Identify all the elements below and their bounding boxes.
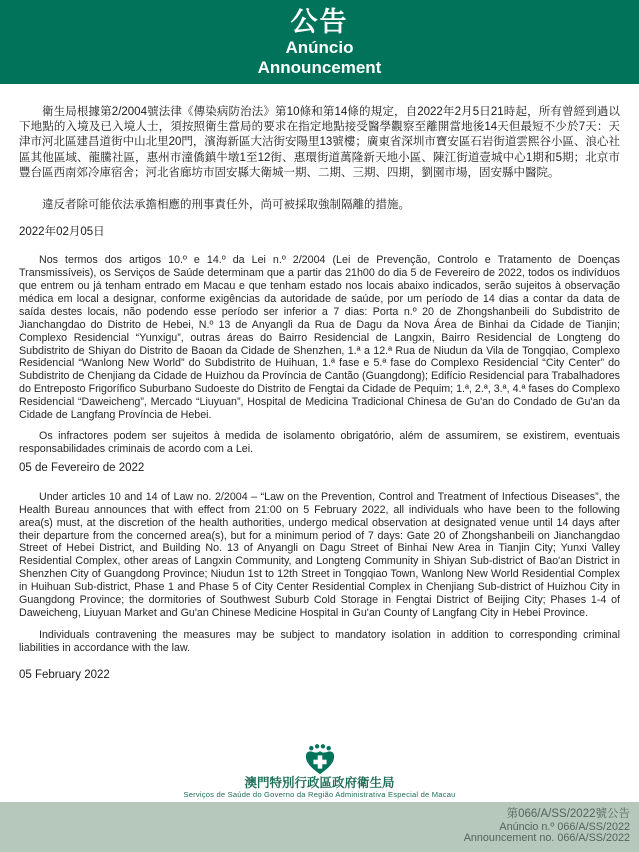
english-paragraph-penalty: Individuals contravening the measures may be subject to mandatory isolation in addition to corresponding criminal liabilities in accordance with the law.: [19, 628, 620, 654]
portuguese-paragraph-main: Nos termos dos artigos 10.º e 14.º da Lei n.º 2/2004 (Lei de Prevenção, Controlo e Tratamento de Doenças Transmissíveis), os Serviços de Saúde determinam que a partir das 21h00 do dia 5 de Fevereiro de 2022, todos os indivíduos que entrem ou já tenham entrado em Macau e que tenham estado nos locais abaixo indicados, serão sujeitos à observação médica em local a designar, conforme exigências da autoridade de saúde, por um período de 14 dias a contar da data de saída destes locais, não podendo esse período ser inferior a 7 dias: Porta n.º 20 de Zhongshanbeili do Subdistrito de Jianchangdao do Distrito de Hebei, N.º 13 de Anyangli da Rua de Dagu da Nova Área de Binhai da Cidade de Tianjin; Complexo Residencial “Yunxigu”, outras áreas do Bairro Residencial de Langxin, Bairro Residencial de Longteng do Subdistrito de Shiyan do Distrito de Baoan da Cidade de Shenzhen, 1.ª a 12.ª Rua de Niudun da Vila de Tongqiao, Complexo Residencial “Wanlong New World” do Subdistrito de Huihuan, 1.ª fase e 5.ª fase do Complexo Residencial “City Center” do Subdistrito de Chenjiang da Cidade de Huizhou da Província de Cantão (Guangdong); Edifício Residencial para Trabalhadores do Entreposto Frigorífico Suburbano Sudoeste do Distrito de Fengtai da Cidade de Pequim; 1.ª, 2.ª, 3.ª, 4.ª fases do Complexo Residencial “Daweicheng”, Mercado “Liuyuan”, Hospital de Medicina Tradicional Chinesa de Gu'an do Condado de Gu'an da Cidade de Langfang Província de Hebei.: [19, 254, 620, 422]
portuguese-paragraph-penalty: Os infractores podem ser sujeitos à medida de isolamento obrigatório, além de assumirem, se existirem, eventuais responsabilidades criminais de acordo com a Lei.: [19, 430, 620, 455]
page-title-chinese: 公告: [290, 7, 349, 37]
english-date: 05 February 2022: [19, 668, 110, 681]
org-name-portuguese: Serviços de Saúde do Governo da Região Administrativa Especial de Macau: [183, 790, 456, 799]
chinese-paragraph-main: 衛生局根據第2/2004號法律《傳染病防治法》第10條和第14條的規定，自2022年2月5日21時起，所有曾經到過以下地點的入境及已入境人士，須按照衛生當局的要求在指定地點接受醫學觀察至離開當地後14天但最短不少於7天：天津市河北區建昌道街中山北里20門，濱海新區大沽街安陽里13號樓；廣東省深圳市寶安區石岩街道雲熙谷小區、浪心社區其他區域、龍騰社區，惠州市潼僑鎮牛墩1至12街、惠環街道萬隆新天地小區、陳江街道壹城中心1期和5期；北京市豐台區西南郊冷庫宿舍；河北省廊坊市固安縣大衛城一期、二期、三期、四期，劉園市場，固安縣中醫院。: [19, 106, 620, 179]
health-bureau-logo-block: [0, 744, 639, 799]
announcement-number-portuguese: Anúncio n.º 066/A/SS/2022: [499, 820, 630, 833]
footer-reference-band: [0, 802, 639, 852]
english-paragraph-main: Under articles 10 and 14 of Law no. 2/2004 – “Law on the Prevention, Control and Treatment of Infectious Diseases”, the Health Bureau announces that with effect from 21:00 on 5 February 2022, all individuals who have been to the following area(s) must, at the discretion of the health authorities, undergo medical observation at designated venue until 14 days after their departure from the concerned area(s), but for a minimum period of 7 days: Gate 20 of Zhongshanbeili on Jianchangdao Street of Hebei District, and Building No. 13 of Anyangli on Dagu Street of Binhai New Area in Tianjin City; Yunxi Valley Residential Complex, other areas of Langxin Community, and Longteng Community in Shiyan Sub-district of Bao'an District in Shenzhen City of Guangdong Province; Niudun 1st to 12th Street in Tongqiao Town, Wanlong New World Residential Complex in Huihuan Sub-district, Phase 1 and Phase 5 of City Center Residential Complex in Chenjiang Sub-district of Huizhou City in Guangdong Province; the dormitories of Southwest Suburb Cold Storage in Fengtai District of Beijing City; Phases 1-4 of Daweicheng, Liuyuan Market and Gu'an Chinese Medicine Hospital in Gu'an County of Langfang City in Hebei Province.: [19, 490, 620, 619]
page-title-portuguese: Anúncio: [285, 38, 354, 57]
chinese-paragraph-penalty: 違反者除可能依法承擔相應的刑事責任外，尚可被採取強制隔離的措施。: [42, 199, 410, 212]
announcement-body: [19, 84, 620, 681]
announcement-number-chinese: 第066/A/SS/2022號公告: [506, 808, 630, 820]
page-title-english: Announcement: [257, 58, 382, 77]
announcement-number-english: Announcement no. 066/A/SS/2022: [463, 832, 630, 844]
org-name-chinese: 澳門特別行政區政府衛生局: [244, 776, 395, 790]
announcement-header: [0, 0, 639, 84]
portuguese-date: 05 de Fevereiro de 2022: [19, 461, 145, 474]
chinese-date: 2022年02月05日: [19, 226, 105, 239]
